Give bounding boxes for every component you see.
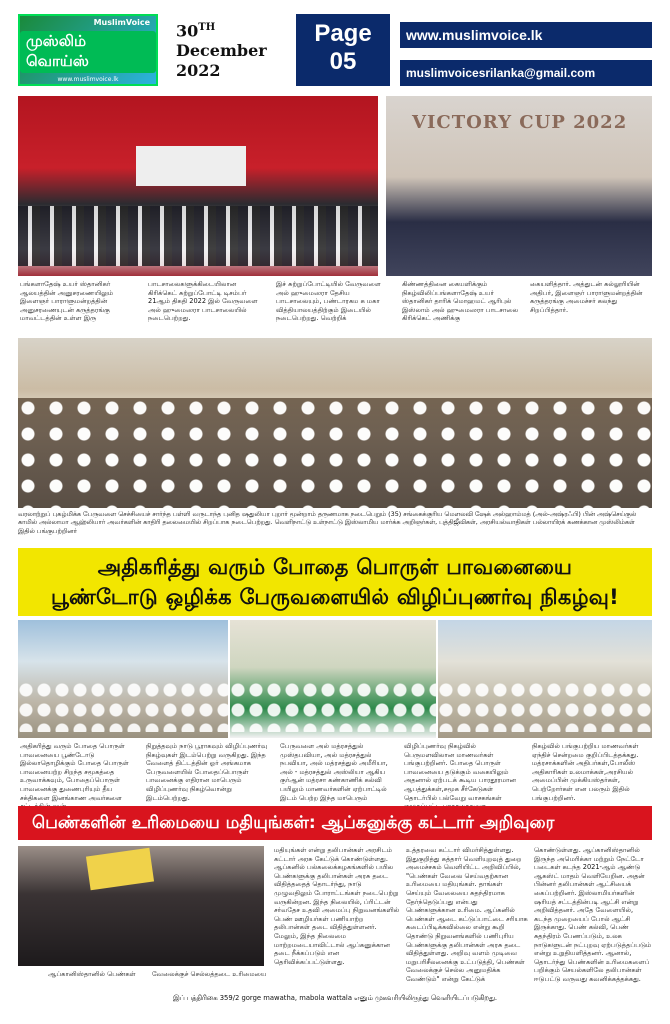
publisher-footer: இப் பத்திரிகை 359/2 gorge mawatha, mabola wattala எனும் முகவரியிலிருந்து வெளியிடப்படுகிறது. <box>173 994 497 1002</box>
victory-cup-banner: VICTORY CUP 2022 <box>412 112 628 133</box>
photo-rally-street <box>18 620 228 738</box>
logo-tamil-name: முஸ்லிம் வொய்ஸ் <box>20 31 156 73</box>
website-link[interactable]: www.muslimvoice.lk <box>400 22 652 48</box>
headline-afghan-women-rights: பெண்களின் உரிமையை மதியுங்கள்: ஆப்கனுக்கு கட்டார் அறிவுரை <box>18 806 652 840</box>
date-suffix: TH <box>198 22 216 33</box>
story3-column-1: அதிகரித்து வரும் போதை பொருள் பாவனையை பூண்டோடு இல்லாதொழிக்கும் போதை பொருள் பாவனையற்ற சிறந்த சமூகத்தை உருவாக்கவும், போதைப்பொருள் பாவனைக்கு துணைபுரியும் தீய சக்திகளை இனங்காண அவர்களை <box>20 742 129 802</box>
marchers <box>18 682 228 732</box>
story3-column-5: நிகழ்வில் பங்குபற்றிய மாணவர்கள் ஏந்திச் சென்றமை குறிப்பிடத்தக்கது. மத்ரசாக்களின் அதிபர்கள்,போலீஸ் அதிகாரிகள் உலமாக்கள்,அரசியல் அமைப்பின் முக்கியஸ்தர்கள், பெற்றோர்கள் என பலரும் இதில் பங்குபற்றினர். <box>532 742 639 802</box>
story1-column-5: கையளித்தார். அத்துடன் கல்லூரியின் அதிபர், இளைஞர் பாராளுமன்றத்தின் கருத்தரங்கு அமைச்சர் கலந்து சிறப்பித்தார். <box>530 280 643 314</box>
headline-line-2: பூண்டோடு ஒழிக்க பேருவளையில் விழிப்புணர்வு நிகழ்வு! <box>50 585 620 609</box>
photo-rally-students <box>230 620 436 738</box>
story1-column-3: இச் சுற்றுப்போட்டியில் வேருவளை அல் ஹுமைஸரா தேசிய பாடசாலையும், பண்டாரகம க மகா வித்தியாலயத்திற்கும் இடையில் நடைபெற்றது. வெற்றிக் <box>276 280 381 323</box>
story1-column-4: கிண்ணத்தினை கையளிக்கும் நிகழ்விலிப்பங்களாதேஷ் உயர் ஸ்தானிகர் தாரிக் மொஹமட் ஆரிபுல் இஸ்லாம் அல் ஹுமைஸரா பாடசாலை கிரிக்கெட் அணிக்கு <box>402 280 519 323</box>
photo-trophy-handover <box>386 96 652 276</box>
date-year: 2022 <box>176 61 221 81</box>
protest-sign <box>86 848 154 891</box>
story2-caption: வரலாற்றுப் புகழ்மிக்க பேருவளை செச்சியைச் சார்ந்த பள்ளி வருடாந்த புனித ஷதுலியா புறார் மூன்றாம் தருணமாக நடைபெறும் (35) சங்கைக்குரிய மெளலவி ஷேக் அல்ஹாம்மத் (அல்-அஷ்ரஃபி) பின் அஷ்செய்குல் காமில் அல்லாமா ஆஹ்லியார் அவர்களின் காதிரி தலைமையில் சிறப்பாக நடைபெற்றது. வெளிநாட்டு உள்நாட்டு இஸ்லாமிய மார்க்க அறிஞர்கள், புத்திஜீவிகள், அரசியல்வாதிகள் பல்லாயிரக் கணக்கான முஸ்லிம்கள் இதில் பங்குபற்றினர் <box>18 510 637 535</box>
page-number-box <box>296 14 390 86</box>
story3-column-2: நிறுத்தவும் நாடு பூராகவும் விழிப்புணர்வு நிகழ்வுகள் இடம்பெற்று வருகிறது. இந்த வேளைத் திட்டத்தின் ஓர் அங்கமாக பேருவளையில் போதைப்பொருள் பாவனைக்கு எதிரான மாபெரும் விழிப்புணர்வு நிகழ்வொன்று இடம்பெற்றது. <box>146 742 268 802</box>
stage-screen <box>136 146 246 186</box>
masthead-logo <box>18 14 158 86</box>
headline-line-1: அதிகரித்து வரும் போதை பொருள் பாவனையை <box>97 555 573 579</box>
story4-column-3: கொண்டுள்ளது. ஆப்கானிஸ்தானில் இருந்த அமெரிக்கா மற்றும் நேட்டோ படைகள் கடந்த 2021-ஆம் ஆண்டு ஆகஸ்ட் மாதம் வெளியேறின. அதன் பின்னர் தலிபான்கள் ஆட்சியைக் கைப்பற்றினர். இஸ்லாமியர்களின் ஷரியத் சட்டத்தின்படி ஆட்சி என்று அறிவித்தனர். அதே வேளையில், கடந்த முறையைப் போல் ஆட்சி இருக்காது. பெண் கல்வி, பெண் சுதந்திரம் பேணப்படும், உலக நாடுகளுடன் நட்புறவு ஏற்படுத்தப்படும் என்று உறுதியளித்தனர். ஆனால், தொடர்ந்து பெண்களின் உரிமைகளைப் பறிக்கும் செயல்களிலே தலிபான்கள் ஈடுபட்டு வருவது கவனிக்கத்தக்கது. <box>534 846 652 983</box>
page-number: 05 <box>329 48 357 75</box>
students-group <box>18 206 378 266</box>
photo-religious-gathering <box>18 338 652 508</box>
photo-caption-right: வேலைக்குச் செல்லத்தடை உரிமையை <box>152 970 267 978</box>
logo-url: www.muslimvoice.lk <box>57 75 119 83</box>
road-marchers <box>438 682 652 732</box>
email-link[interactable]: muslimvoicesrilanka@gmail.com <box>400 60 652 86</box>
date-day: 30 <box>176 21 199 41</box>
photo-afghan-women <box>18 846 264 966</box>
story4-column-2: உத்தரவை கட்டார் விமர்சித்துள்ளது. இதுகுறித்து கத்தார் வெளியுறவுத் துறை அமைச்சகம் வெளியிட்ட அறிவிப்பில், "பெண்கள் வேலை செய்வதற்கான உரிமையை மதியுங்கள். தாங்கள் செய்யும் வேலையை சுதந்திரமாக தேர்ந்தெடுப்பது என்பது பெண்களுக்கான உரிமை. ஆப்கனில் பெண்கள் ஆடை கட்டுப்பாட்டை சரியாக கடைப்பிடிக்கவில்லை என்று கூறி தொண்டு நிறுவனங்களில் பணிபுரிய பெண்களுக்கு தலிபான்கள் அரசு தடை விதித்துள்ளது. அறிவு வளம் முடிவை மறுபரிசீலனைக்கு உட்படுத்தி, பெண்கள் வேலைக்குச் செல்ல அனுமதிக்க வேண்டும்" என்று கேட்டுக் <box>406 846 528 983</box>
story1-column-2: பாடசாலைகளுக்கிடையிலான கிரிக்கெட் சுற்றுப்போட்டி டிசம்பர் 21ஆம் திகதி 2022 இல் வேருவளை அல் ஹுமைஸரா பாடசாலையில் நடைபெற்றது. <box>148 280 258 323</box>
congregation <box>18 398 652 508</box>
photo-rally-road <box>438 620 652 738</box>
page-label: Page <box>314 20 372 47</box>
story3-column-3: பேருவளை அல் மத்ரசத்துல் முஸ்தபவியா, அல் மத்ரசத்துல் நபவியா, அல் மத்ரசத்துல் அமீரியா, அல் - மத்ரசத்துல் அஸ்லியா ஆகிய குர்ஆன் மத்ரசா கண்காணிக் கல்வி பயிலும் மாணவர்களின் ஏற்பாட்டில் இடம் பெற்ற இந்த மாபெரும் <box>280 742 388 802</box>
headline-drug-awareness <box>18 548 652 616</box>
student-marchers <box>230 682 436 732</box>
issue-date <box>176 18 267 81</box>
story1-column-1: பங்களாதேஷ் உயர் ஸ்தானிகர் ஆலயத்தின் அனுசரணையிலும் இளைஞர் பாராளுமன்றத்தின் அனுசரணையுடன் கருத்தரங்கு மாவட்டத்தின் உள்ள இரு <box>20 280 114 323</box>
story4-column-1: மதியுங்கள் என்று தலிபான்கள் அரசிடம் கட்டார் அரசு கேட்டுக் கொண்டுள்ளது. ஆப்கனில் பல்கலைக்கழகங்களில் பயில பெண்களுக்கு தலிபான்கள் அரசு தடை விதித்ததைத் தொடர்ந்து, நாடு முழுவதிலும் போராட்டங்கள் நடைபெற்று வருகின்றன. இந்த நிலையில், ப்ரிட்டன் சர்வதேச உதவி அமைப்பு நிறுவனங்களில் பெண் ஊழியர்கள் பணியாற்ற தலிபான்கள் தடை விதித்துள்ளனர். மேலும், இந்த நிலைமை மாற்றமடையாவிட்டால் ஆப்கனுக்கான தடை நீக்கப்படும் என தெரிவிக்கப்பட்டுள்ளது. <box>274 846 400 966</box>
logo-english-name: MuslimVoice <box>93 17 150 27</box>
photo-cricket-ceremony-stage <box>18 96 378 276</box>
story3-column-4: விழிப்புணர்வு நிகழ்வில் பெருமளவிலான மாணவர்கள் பங்குபற்றினர். போதை பொருள் பாவனையை தடுக்கும் வகையிலும் அதனால் ஏற்படக் கூடிய பாரதூரமான ஆபத்துக்கள்,சமூக சீர்கேடுகள் தொடர்பில் பல்வேறு வாசகங்கள் <box>404 742 516 802</box>
photo-caption-left: ஆப்கானிஸ்தானில் பெண்கள் <box>48 970 136 978</box>
date-month: December <box>176 41 267 61</box>
